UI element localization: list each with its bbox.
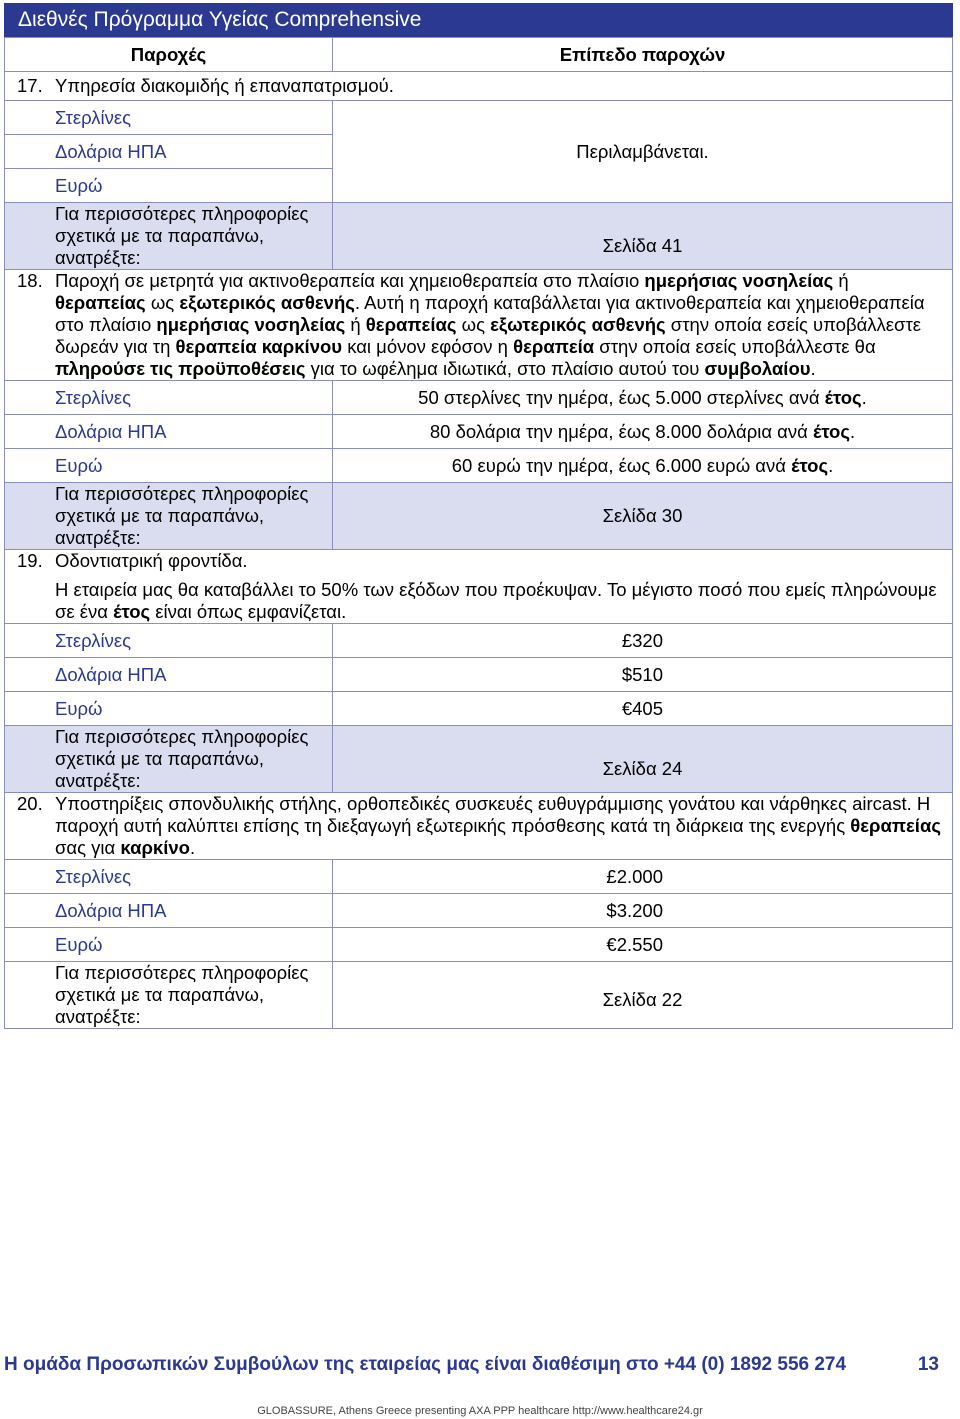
table-row bbox=[5, 415, 953, 449]
section-20 bbox=[5, 793, 953, 860]
footer-contact-text: Η ομάδα Προσωπικών Συμβούλων της εταιρείας μας είναι διαθέσιμη στο +44 (0) 1892 556 274 bbox=[4, 1354, 847, 1375]
section-19-title: Οδοντιατρική φροντίδα. bbox=[55, 550, 248, 571]
label-usd: Δολάρια ΗΠΑ bbox=[5, 894, 333, 928]
label-euro: Ευρώ bbox=[5, 928, 333, 962]
more-info-label: Για περισσότερες πληροφορίες σχετικά με τα παραπάνω, ανατρέξτε: bbox=[5, 962, 333, 1029]
table-row bbox=[5, 928, 953, 962]
table-row bbox=[5, 101, 953, 135]
table-row bbox=[5, 449, 953, 483]
section-19-page-ref: Σελίδα 24 bbox=[333, 726, 953, 793]
section-19-number: 19. bbox=[17, 550, 43, 571]
section-18-eur-value: 60 ευρώ την ημέρα, έως 6.000 ευρώ ανά έτος. bbox=[333, 449, 953, 483]
label-sterling: Στερλίνες bbox=[5, 101, 333, 135]
header-benefit-level: Επίπεδο παροχών bbox=[333, 38, 953, 72]
more-info-label: Για περισσότερες πληροφορίες σχετικά με τα παραπάνω, ανατρέξτε: bbox=[5, 726, 333, 793]
more-info-label: Για περισσότερες πληροφορίες σχετικά με τα παραπάνω, ανατρέξτε: bbox=[5, 483, 333, 550]
more-info-label: Για περισσότερες πληροφορίες σχετικά με τα παραπάνω, ανατρέξτε: bbox=[5, 203, 333, 270]
table-header bbox=[5, 38, 953, 72]
label-usd: Δολάρια ΗΠΑ bbox=[5, 658, 333, 692]
table-row bbox=[5, 658, 953, 692]
section-17 bbox=[5, 72, 953, 101]
section-19 bbox=[5, 550, 953, 624]
benefits-table bbox=[4, 37, 953, 1029]
document-page bbox=[4, 3, 953, 1029]
source-line: GLOBASSURE, Athens Greece presenting AXA PPP healthcare http://www.healthcare24.gr bbox=[257, 1405, 703, 1417]
section-18 bbox=[5, 270, 953, 381]
section-17-number: 17. bbox=[17, 75, 43, 96]
section-18-usd-value: 80 δολάρια την ημέρα, έως 8.000 δολάρια ανά έτος. bbox=[333, 415, 953, 449]
section-18-gbp-value: 50 στερλίνες την ημέρα, έως 5.000 στερλίνες ανά έτος. bbox=[333, 381, 953, 415]
table-row bbox=[5, 894, 953, 928]
page-footer bbox=[4, 1354, 939, 1376]
label-sterling: Στερλίνες bbox=[5, 624, 333, 658]
more-info-row bbox=[5, 203, 953, 270]
more-info-row bbox=[5, 726, 953, 793]
section-20-text: Υποστηρίξεις σπονδυλικής στήλης, ορθοπεδικές συσκευές ευθυγράμμισης γονάτου και νάρθηκες aircast. Η παροχή αυτή καλύπτει επίσης τη διεξαγωγή εξωτερικής πρόσθεσης κατά τη διάρκεια της ενεργής θεραπείας σας για καρκίνο. bbox=[55, 793, 941, 858]
page-number: 13 bbox=[917, 1354, 939, 1375]
section-20-number: 20. bbox=[17, 793, 43, 814]
section-19-gbp-value: £320 bbox=[621, 629, 663, 651]
table-row bbox=[5, 860, 953, 894]
section-20-usd-value: $3.200 bbox=[606, 899, 663, 921]
header-benefits: Παροχές bbox=[5, 38, 333, 72]
section-20-eur-value: €2.550 bbox=[606, 933, 663, 955]
table-row bbox=[5, 381, 953, 415]
section-18-number: 18. bbox=[17, 270, 43, 291]
section-19-eur-value: €405 bbox=[621, 697, 663, 719]
document-title: Διεθνές Πρόγραμμα Υγείας Comprehensive bbox=[4, 3, 953, 37]
section-20-page-ref: Σελίδα 22 bbox=[333, 962, 953, 1029]
label-euro: Ευρώ bbox=[5, 449, 333, 483]
table-row bbox=[5, 624, 953, 658]
section-18-page-ref: Σελίδα 30 bbox=[333, 483, 953, 550]
section-18-text: Παροχή σε μετρητά για ακτινοθεραπεία και χημειοθεραπεία στο πλαίσιο ημερήσιας νοσηλείας ή θεραπείας ως εξωτερικός ασθενής. Αυτή η παροχή καταβάλλεται για ακτινοθεραπεία και χημειοθεραπεία στο πλαίσιο ημερήσιας νοσηλείας ή θεραπείας ως εξωτερικός ασθενής στην οποία εσείς υποβάλλεστε δωρεάν για τη θεραπεία καρκίνου και μόνον εφόσον η θεραπεία στην οποία εσείς υποβάλλεστε θα πληρούσε τις προϋποθέσεις για το ωφέλημα ιδιωτικά, στο πλαίσιο αυτού του συμβολαίου. bbox=[55, 270, 925, 379]
section-17-value: Περιλαμβάνεται. bbox=[333, 101, 953, 203]
table-row bbox=[5, 692, 953, 726]
label-sterling: Στερλίνες bbox=[5, 860, 333, 894]
label-euro: Ευρώ bbox=[5, 169, 333, 203]
label-usd: Δολάρια ΗΠΑ bbox=[5, 415, 333, 449]
section-20-gbp-value: £2.000 bbox=[606, 865, 663, 887]
section-17-title: Υπηρεσία διακομιδής ή επαναπατρισμού. bbox=[55, 75, 394, 96]
section-17-page-ref: Σελίδα 41 bbox=[333, 203, 953, 270]
more-info-row bbox=[5, 962, 953, 1029]
label-euro: Ευρώ bbox=[5, 692, 333, 726]
section-19-text: Η εταιρεία μας θα καταβάλλει το 50% των εξόδων που προέκυψαν. Το μέγιστο ποσό που εμείς πληρώνουμε σε ένα έτος είναι όπως εμφανίζεται. bbox=[55, 579, 937, 622]
label-usd: Δολάρια ΗΠΑ bbox=[5, 135, 333, 169]
more-info-row bbox=[5, 483, 953, 550]
label-sterling: Στερλίνες bbox=[5, 381, 333, 415]
section-19-usd-value: $510 bbox=[621, 663, 663, 685]
